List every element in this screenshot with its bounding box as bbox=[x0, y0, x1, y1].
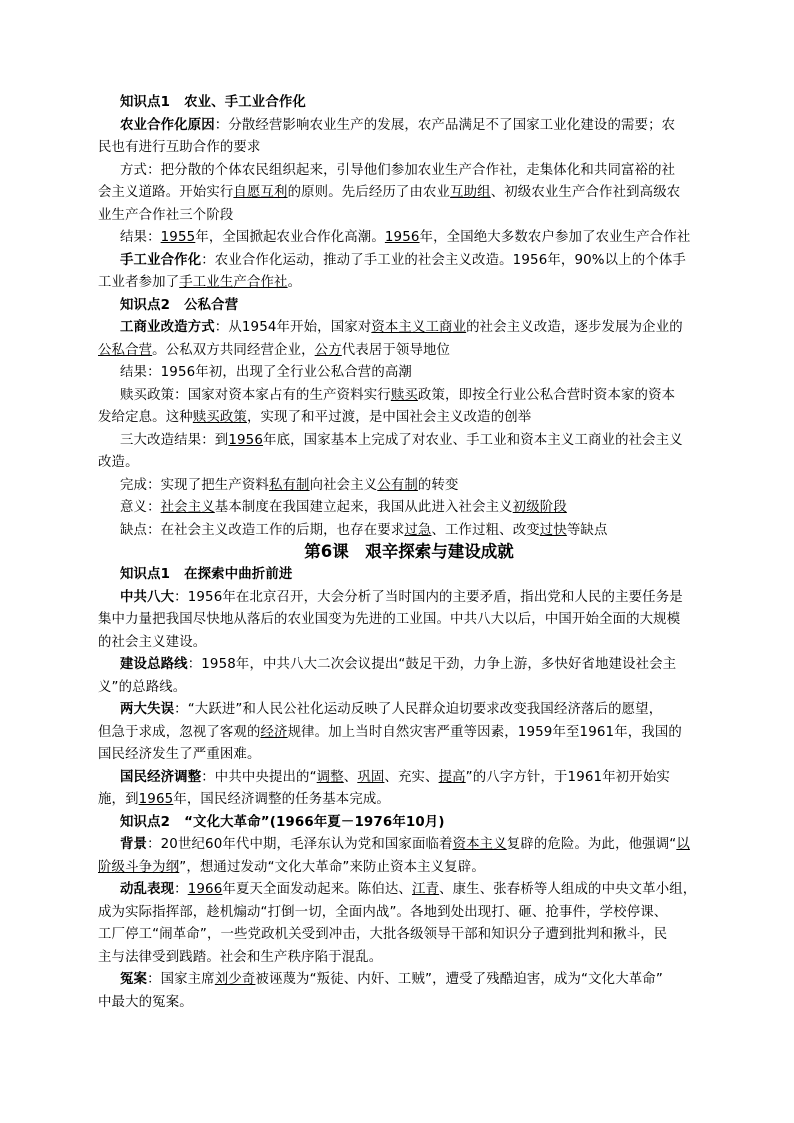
text-line bbox=[120, 385, 698, 408]
text-span: ，实现了和平过渡，是中国社会主义改造的创举 bbox=[246, 410, 532, 425]
text-span: 、康生、张春桥等人组成的中央文革小组， bbox=[439, 882, 697, 897]
text-line bbox=[98, 744, 698, 767]
text-line bbox=[98, 205, 698, 228]
text-line bbox=[120, 767, 698, 790]
text-span: 国民经济发生了严重困难。 bbox=[98, 747, 261, 762]
text-span: 、初级农业生产合作社到高级农 bbox=[490, 185, 681, 200]
text-line bbox=[120, 564, 698, 587]
text-span: 方式： bbox=[120, 162, 161, 178]
text-span: 国家对资本家占有的生产资料实行 bbox=[187, 387, 391, 403]
text-span: 被诬蔑为“叛徒、内奸、工贼”，遭受了残酷迫害，成为“文化大革命” bbox=[255, 972, 663, 987]
underlined-key-term: 公方 bbox=[314, 342, 342, 358]
bold-heading-term: 工商业改造方式 bbox=[120, 320, 215, 335]
text-line bbox=[120, 969, 698, 992]
document-page bbox=[98, 92, 698, 1014]
underlined-key-term: 社会主义 bbox=[160, 500, 215, 515]
text-line bbox=[120, 115, 698, 138]
text-line bbox=[120, 699, 698, 722]
text-line bbox=[120, 160, 698, 183]
bold-heading-term: 知识点1 bbox=[120, 95, 171, 110]
text-span: ”，想通过发动“文化大革命”来防止资本主义复辟。 bbox=[179, 859, 485, 875]
text-span: ：分散经营影响农业生产的发展，农产品满足不了国家工业化建设的需要；农 bbox=[214, 117, 676, 133]
text-span: 规律。加上当时自然灾害严重等因素，1959年至1961年，我国的 bbox=[287, 724, 682, 740]
bold-heading-term: 两大失误 bbox=[120, 702, 175, 717]
text-span: 完成： bbox=[120, 477, 161, 493]
text-span: 实现了把生产资料 bbox=[160, 477, 269, 493]
text-line bbox=[98, 947, 698, 970]
text-span: ：20世纪60年代中期，毛泽东认为党和国家面临着 bbox=[147, 837, 453, 852]
text-span: 向社会主义 bbox=[309, 477, 378, 493]
text-line bbox=[98, 677, 698, 700]
text-span: 、 bbox=[343, 769, 358, 785]
text-line bbox=[120, 834, 698, 857]
underlined-key-term: 提高 bbox=[438, 769, 466, 785]
underlined-key-term: 巩固 bbox=[357, 769, 385, 785]
text-span: 意义： bbox=[120, 500, 161, 515]
underlined-key-term: 江青 bbox=[411, 882, 440, 897]
text-line bbox=[98, 137, 698, 160]
bold-heading-term: 公私合营 bbox=[184, 297, 239, 313]
bold-heading-term: 国民经济调整 bbox=[120, 769, 202, 785]
underlined-key-term: 互助组 bbox=[450, 185, 491, 200]
underlined-key-term: 经济 bbox=[260, 724, 288, 740]
text-line bbox=[120, 362, 698, 385]
text-span: 发给定息。这种 bbox=[98, 410, 193, 425]
bold-heading-term: 知识点1 bbox=[120, 567, 171, 582]
text-span: ：中共中央提出的“ bbox=[201, 769, 317, 785]
underlined-key-term: 私有制 bbox=[268, 477, 310, 493]
text-span: 。 bbox=[287, 275, 302, 290]
text-span: 的原则。先后经历了由农业 bbox=[287, 185, 451, 200]
text-span: 施，到 bbox=[98, 792, 139, 807]
bold-heading-term: 建设总路线 bbox=[120, 657, 188, 672]
underlined-key-term: 赎买 bbox=[390, 387, 418, 403]
text-span: 年底，国家基本上完成了对农业、手工业和资本主义工商业的社会主义 bbox=[263, 432, 683, 448]
text-span: 但急于求成，忽视了客观的 bbox=[98, 724, 261, 740]
underlined-key-term: 1956 bbox=[228, 432, 264, 448]
text-line bbox=[120, 654, 698, 677]
bold-heading-term: 中共八大 bbox=[120, 589, 175, 605]
text-span: ：农业合作化运动，推动了手工业的社会主义改造。1956年，90%以上的个体手 bbox=[201, 252, 686, 268]
text-span: 在社会主义改造工作的后期，也存在要求 bbox=[160, 522, 405, 538]
underlined-key-term: 手工业生产合作社 bbox=[179, 275, 288, 290]
text-line bbox=[120, 879, 698, 902]
text-span: 会主义道路。开始实行 bbox=[98, 185, 234, 200]
text-line bbox=[98, 452, 698, 475]
text-line bbox=[98, 902, 698, 925]
text-line bbox=[98, 632, 698, 655]
text-span: 复辟的危险。为此，他强调“ bbox=[506, 837, 677, 852]
underlined-key-term: 公有制 bbox=[377, 477, 418, 493]
lesson-title-text: 第6课 艰辛探索与建设成就 bbox=[304, 542, 514, 561]
text-span: ”的八字方针，于1961年初开始实 bbox=[465, 769, 670, 785]
underlined-key-term: 1956 bbox=[384, 230, 420, 245]
text-span: 代表居于领导地位 bbox=[341, 342, 451, 358]
bold-heading-term: 知识点2 bbox=[120, 297, 171, 313]
text-span: 年，国民经济调整的任务基本完成。 bbox=[173, 792, 390, 807]
text-line bbox=[120, 227, 698, 250]
text-span: 缺点： bbox=[120, 522, 161, 538]
text-span: 、充实、 bbox=[384, 769, 439, 785]
text-line bbox=[120, 497, 698, 520]
text-span: 集中力量把我国尽快地从落后的农业国变为先进的工业国。中共八大以后，中国开始全面的大规模 bbox=[98, 612, 681, 627]
text-span: 主与法律受到践踏。社会和生产秩序陷于混乱。 bbox=[98, 949, 383, 965]
text-line bbox=[120, 520, 698, 543]
text-span: ：1956年在北京召开，大会分析了当时国内的主要矛盾，指出党和人民的主要任务是 bbox=[174, 589, 683, 605]
text-span: 政策，即按全行业公私合营时资本家的资本 bbox=[417, 387, 676, 403]
underlined-key-term: 1955 bbox=[160, 230, 196, 245]
text-span: 改造。 bbox=[98, 455, 139, 470]
underlined-key-term: 资本主义 bbox=[452, 837, 507, 852]
text-span: ：国家主席 bbox=[147, 972, 215, 987]
text-span: 把分散的个体农民组织起来，引导他们参加农业生产合作社，走集体化和共同富裕的社 bbox=[160, 162, 676, 178]
underlined-key-term: 1966 bbox=[187, 882, 223, 897]
underlined-key-term: 过急 bbox=[404, 522, 432, 538]
text-line bbox=[98, 924, 698, 947]
text-span: 赎买政策： bbox=[120, 387, 188, 403]
text-line bbox=[120, 317, 698, 340]
text-span: ：从1954年开始，国家对 bbox=[214, 320, 372, 335]
text-span: 义”的总路线。 bbox=[98, 679, 187, 695]
lesson-title bbox=[120, 541, 698, 563]
underlined-key-term: 过快 bbox=[539, 522, 567, 538]
text-span: 中最大的冤案。 bbox=[98, 994, 193, 1010]
text-line bbox=[120, 250, 698, 273]
underlined-key-term: 阶级斗争为纲 bbox=[98, 859, 180, 875]
text-span: 、工作过粗、改变 bbox=[431, 522, 540, 538]
text-span: 的社会主义改造，逐步发展为企业的 bbox=[466, 320, 683, 335]
text-span: 三大改造结果： bbox=[120, 432, 215, 448]
text-span: ：1958年，中共八大二次会议提出“鼓足干劲，力争上游，多快好省地建设社会主 bbox=[187, 657, 677, 672]
text-span: 工业者参加了 bbox=[98, 275, 180, 290]
bold-heading-term: 手工业合作化 bbox=[120, 252, 202, 268]
text-line bbox=[120, 295, 698, 318]
underlined-key-term: 以 bbox=[676, 837, 690, 852]
bold-heading-term: “文化大革命”(1966年夏－1976年10月) bbox=[184, 814, 445, 830]
bold-heading-term: 冤案 bbox=[120, 972, 148, 987]
text-line bbox=[98, 857, 698, 880]
text-span: 业生产合作社三个阶段 bbox=[98, 207, 234, 223]
text-line bbox=[120, 475, 698, 498]
underlined-key-term: 刘少奇 bbox=[214, 972, 256, 987]
text-span: 等缺点 bbox=[566, 522, 608, 538]
text-span: 。公私双方共同经营企业， bbox=[152, 342, 315, 358]
text-span: ：“大跃进”和人民公社化运动反映了人民群众迫切要求改变我国经济落后的愿望， bbox=[174, 702, 663, 717]
text-line bbox=[98, 789, 698, 812]
underlined-key-term: 调整 bbox=[316, 769, 344, 785]
text-span: 的转变 bbox=[417, 477, 459, 493]
text-line bbox=[120, 587, 698, 610]
text-span: 结果： bbox=[120, 365, 161, 380]
text-line bbox=[98, 722, 698, 745]
text-span: 民也有进行互助合作的要求 bbox=[98, 140, 261, 155]
underlined-key-term: 资本主义工商业 bbox=[371, 320, 467, 335]
text-line bbox=[98, 272, 698, 295]
text-span: 到 bbox=[214, 432, 229, 448]
text-span: 成为实际指挥部，趁机煽动“打倒一切，全面内战”。各地到处出现打、砸、抢事件，学校停课、 bbox=[98, 904, 668, 920]
text-span: 结果： bbox=[120, 230, 161, 245]
text-span: 年，全国掀起农业合作化高潮。 bbox=[195, 230, 385, 245]
bold-heading-term: 背景 bbox=[120, 837, 148, 852]
bold-heading-term: 在探索中曲折前进 bbox=[184, 567, 293, 582]
text-line bbox=[98, 992, 698, 1015]
underlined-key-term: 自愿互利 bbox=[233, 185, 288, 200]
bold-heading-term: 动乱表现 bbox=[120, 882, 175, 897]
text-span: ： bbox=[174, 882, 188, 897]
underlined-key-term: 初级阶段 bbox=[512, 500, 567, 515]
text-line bbox=[120, 430, 698, 453]
text-line bbox=[120, 92, 698, 115]
bold-heading-term: 知识点2 bbox=[120, 814, 171, 830]
text-line bbox=[98, 340, 698, 363]
text-span: 年，全国绝大多数农户参加了农业生产合作社 bbox=[419, 230, 691, 245]
bold-heading-term: 农业合作化原因 bbox=[120, 117, 215, 133]
text-span: 年夏天全面发动起来。陈伯达、 bbox=[222, 882, 412, 897]
text-line bbox=[98, 182, 698, 205]
text-line bbox=[98, 407, 698, 430]
text-line bbox=[120, 812, 698, 835]
text-span: 基本制度在我国建立起来，我国从此进入社会主义 bbox=[214, 500, 513, 515]
text-span: 的社会主义建设。 bbox=[98, 634, 207, 650]
text-line bbox=[98, 609, 698, 632]
underlined-key-term: 1965 bbox=[138, 792, 174, 807]
text-span: 工厂停工“闹革命”，一些党政机关受到冲击，大批各级领导干部和知识分子遭到批判和揪斗，民 bbox=[98, 927, 668, 942]
underlined-key-term: 公私合营 bbox=[98, 342, 153, 358]
text-span: 1956年初，出现了全行业公私合营的高潮 bbox=[160, 365, 412, 380]
underlined-key-term: 赎买政策 bbox=[192, 410, 247, 425]
bold-heading-term: 农业、手工业合作化 bbox=[184, 95, 306, 110]
